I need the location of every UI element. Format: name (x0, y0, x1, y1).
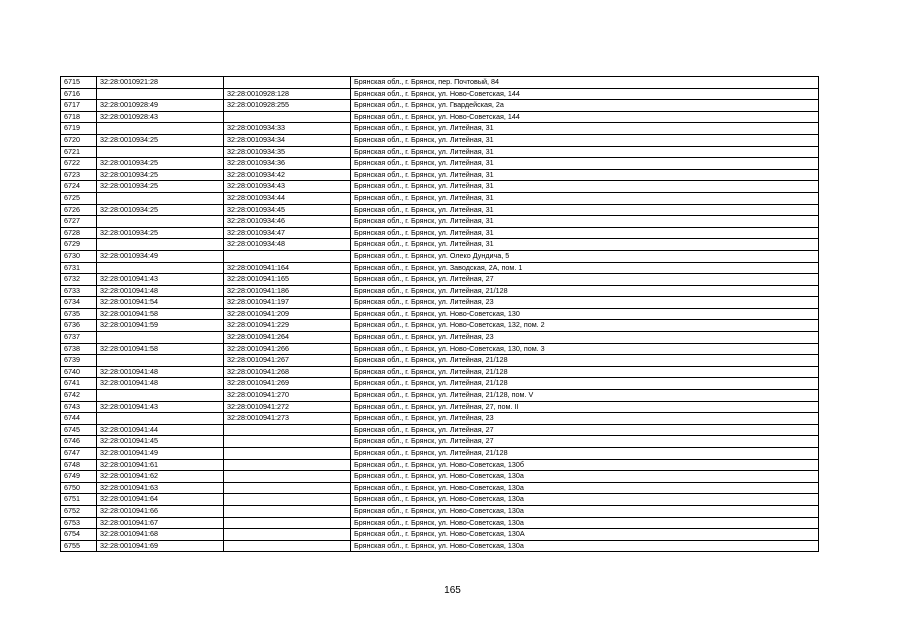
table-row (61, 250, 819, 262)
row-number-cell: 6742 (61, 390, 97, 402)
room-cadastral-number-cell: 32:28:0010928:128 (224, 88, 351, 100)
cadastral-number-cell: 32:28:0010941:43 (97, 401, 224, 413)
cadastral-number-cell: 32:28:0010941:58 (97, 343, 224, 355)
cadastral-number-cell: 32:28:0010934:25 (97, 227, 224, 239)
address-cell: Брянская обл., г. Брянск, пер. Почтовый, 84 (351, 77, 819, 89)
address-cell: Брянская обл., г. Брянск, ул. Гвардейская, 2а (351, 100, 819, 112)
table-row (61, 227, 819, 239)
table-row (61, 100, 819, 112)
table-row (61, 482, 819, 494)
cadastral-number-cell: 32:28:0010934:25 (97, 181, 224, 193)
room-cadastral-number-cell: 32:28:0010941:164 (224, 262, 351, 274)
table-row (61, 540, 819, 552)
cadastral-number-cell (97, 192, 224, 204)
row-number-cell: 6735 (61, 308, 97, 320)
address-cell: Брянская обл., г. Брянск, ул. Литейная, 21/128 (351, 378, 819, 390)
table-row (61, 181, 819, 193)
address-cell: Брянская обл., г. Брянск, ул. Ново-Советская, 130а (351, 505, 819, 517)
room-cadastral-number-cell: 32:28:0010941:272 (224, 401, 351, 413)
row-number-cell: 6736 (61, 320, 97, 332)
row-number-cell: 6721 (61, 146, 97, 158)
table-row (61, 146, 819, 158)
cadastral-number-cell: 32:28:0010934:25 (97, 158, 224, 170)
page-number: 165 (444, 585, 461, 596)
address-cell: Брянская обл., г. Брянск, ул. Литейная, 21/128 (351, 366, 819, 378)
address-cell: Брянская обл., г. Брянск, ул. Литейная, 23 (351, 332, 819, 344)
row-number-cell: 6739 (61, 355, 97, 367)
address-cell: Брянская обл., г. Брянск, ул. Литейная, 31 (351, 123, 819, 135)
table-row (61, 390, 819, 402)
row-number-cell: 6720 (61, 134, 97, 146)
room-cadastral-number-cell (224, 436, 351, 448)
table-row (61, 111, 819, 123)
room-cadastral-number-cell: 32:28:0010934:46 (224, 216, 351, 228)
room-cadastral-number-cell (224, 529, 351, 541)
table-row (61, 192, 819, 204)
table-row (61, 216, 819, 228)
table-row (61, 134, 819, 146)
cadastral-number-cell: 32:28:0010941:61 (97, 459, 224, 471)
address-cell: Брянская обл., г. Брянск, ул. Литейная, 23 (351, 413, 819, 425)
address-cell: Брянская обл., г. Брянск, ул. Ново-Советская, 130, пом. 3 (351, 343, 819, 355)
room-cadastral-number-cell: 32:28:0010928:255 (224, 100, 351, 112)
address-cell: Брянская обл., г. Брянск, ул. Ново-Советская, 130а (351, 482, 819, 494)
room-cadastral-number-cell: 32:28:0010934:33 (224, 123, 351, 135)
table-row (61, 378, 819, 390)
address-cell: Брянская обл., г. Брянск, ул. Ново-Советская, 130а (351, 471, 819, 483)
cadastral-number-cell: 32:28:0010941:58 (97, 308, 224, 320)
address-cell: Брянская обл., г. Брянск, ул. Литейная, 27, пом. II (351, 401, 819, 413)
cadastral-number-cell (97, 88, 224, 100)
row-number-cell: 6730 (61, 250, 97, 262)
cadastral-number-cell: 32:28:0010934:25 (97, 169, 224, 181)
row-number-cell: 6743 (61, 401, 97, 413)
room-cadastral-number-cell (224, 471, 351, 483)
cadastral-number-cell (97, 239, 224, 251)
room-cadastral-number-cell: 32:28:0010934:35 (224, 146, 351, 158)
cadastral-number-cell: 32:28:0010941:64 (97, 494, 224, 506)
address-cell: Брянская обл., г. Брянск, ул. Ново-Советская, 144 (351, 88, 819, 100)
cadastral-number-cell: 32:28:0010934:49 (97, 250, 224, 262)
room-cadastral-number-cell: 32:28:0010941:269 (224, 378, 351, 390)
row-number-cell: 6717 (61, 100, 97, 112)
property-registry-table (60, 76, 819, 552)
table-row (61, 297, 819, 309)
address-cell: Брянская обл., г. Брянск, ул. Литейная, 21/128 (351, 285, 819, 297)
room-cadastral-number-cell: 32:28:0010934:45 (224, 204, 351, 216)
row-number-cell: 6727 (61, 216, 97, 228)
row-number-cell: 6732 (61, 274, 97, 286)
cadastral-number-cell (97, 146, 224, 158)
row-number-cell: 6733 (61, 285, 97, 297)
table-row (61, 517, 819, 529)
cadastral-number-cell: 32:28:0010921:28 (97, 77, 224, 89)
row-number-cell: 6746 (61, 436, 97, 448)
room-cadastral-number-cell: 32:28:0010941:273 (224, 413, 351, 425)
address-cell: Брянская обл., г. Брянск, ул. Литейная, 27 (351, 424, 819, 436)
table-row (61, 436, 819, 448)
row-number-cell: 6719 (61, 123, 97, 135)
row-number-cell: 6752 (61, 505, 97, 517)
row-number-cell: 6716 (61, 88, 97, 100)
room-cadastral-number-cell (224, 77, 351, 89)
address-cell: Брянская обл., г. Брянск, ул. Литейная, 27 (351, 274, 819, 286)
address-cell: Брянская обл., г. Брянск, ул. Литейная, 31 (351, 134, 819, 146)
cadastral-number-cell: 32:28:0010941:69 (97, 540, 224, 552)
room-cadastral-number-cell: 32:28:0010941:264 (224, 332, 351, 344)
address-cell: Брянская обл., г. Брянск, ул. Литейная, 31 (351, 181, 819, 193)
room-cadastral-number-cell (224, 494, 351, 506)
row-number-cell: 6726 (61, 204, 97, 216)
cadastral-number-cell: 32:28:0010934:25 (97, 204, 224, 216)
address-cell: Брянская обл., г. Брянск, ул. Ново-Советская, 130б (351, 459, 819, 471)
table-row (61, 204, 819, 216)
address-cell: Брянская обл., г. Брянск, ул. Ново-Советская, 144 (351, 111, 819, 123)
row-number-cell: 6734 (61, 297, 97, 309)
cadastral-number-cell: 32:28:0010941:62 (97, 471, 224, 483)
row-number-cell: 6738 (61, 343, 97, 355)
room-cadastral-number-cell: 32:28:0010941:229 (224, 320, 351, 332)
table-row (61, 366, 819, 378)
cadastral-number-cell (97, 123, 224, 135)
cadastral-number-cell: 32:28:0010928:43 (97, 111, 224, 123)
cadastral-number-cell: 32:28:0010941:45 (97, 436, 224, 448)
row-number-cell: 6751 (61, 494, 97, 506)
room-cadastral-number-cell: 32:28:0010941:209 (224, 308, 351, 320)
room-cadastral-number-cell: 32:28:0010934:43 (224, 181, 351, 193)
cadastral-number-cell: 32:28:0010941:59 (97, 320, 224, 332)
room-cadastral-number-cell: 32:28:0010941:266 (224, 343, 351, 355)
table-row (61, 77, 819, 89)
room-cadastral-number-cell (224, 250, 351, 262)
address-cell: Брянская обл., г. Брянск, ул. Ново-Советская, 130а (351, 494, 819, 506)
cadastral-number-cell: 32:28:0010941:48 (97, 366, 224, 378)
address-cell: Брянская обл., г. Брянск, ул. Олеко Дундича, 5 (351, 250, 819, 262)
address-cell: Брянская обл., г. Брянск, ул. Заводская, 2А, пом. 1 (351, 262, 819, 274)
cadastral-number-cell: 32:28:0010941:49 (97, 448, 224, 460)
row-number-cell: 6737 (61, 332, 97, 344)
table-row (61, 471, 819, 483)
table-row (61, 123, 819, 135)
table-row (61, 320, 819, 332)
table-row (61, 494, 819, 506)
table-row (61, 285, 819, 297)
cadastral-number-cell (97, 390, 224, 402)
cadastral-number-cell (97, 413, 224, 425)
cadastral-number-cell: 32:28:0010928:49 (97, 100, 224, 112)
address-cell: Брянская обл., г. Брянск, ул. Литейная, 31 (351, 216, 819, 228)
room-cadastral-number-cell (224, 540, 351, 552)
cadastral-number-cell: 32:28:0010941:63 (97, 482, 224, 494)
row-number-cell: 6744 (61, 413, 97, 425)
address-cell: Брянская обл., г. Брянск, ул. Литейная, 31 (351, 239, 819, 251)
room-cadastral-number-cell (224, 111, 351, 123)
room-cadastral-number-cell: 32:28:0010941:186 (224, 285, 351, 297)
table-row (61, 169, 819, 181)
row-number-cell: 6740 (61, 366, 97, 378)
address-cell: Брянская обл., г. Брянск, ул. Ново-Советская, 130а (351, 517, 819, 529)
row-number-cell: 6718 (61, 111, 97, 123)
room-cadastral-number-cell (224, 424, 351, 436)
room-cadastral-number-cell (224, 505, 351, 517)
row-number-cell: 6731 (61, 262, 97, 274)
table-row (61, 332, 819, 344)
room-cadastral-number-cell: 32:28:0010941:165 (224, 274, 351, 286)
address-cell: Брянская обл., г. Брянск, ул. Ново-Советская, 130а (351, 540, 819, 552)
row-number-cell: 6749 (61, 471, 97, 483)
address-cell: Брянская обл., г. Брянск, ул. Литейная, 31 (351, 169, 819, 181)
row-number-cell: 6753 (61, 517, 97, 529)
room-cadastral-number-cell: 32:28:0010934:34 (224, 134, 351, 146)
table-row (61, 413, 819, 425)
row-number-cell: 6715 (61, 77, 97, 89)
room-cadastral-number-cell: 32:28:0010941:197 (224, 297, 351, 309)
table-row (61, 88, 819, 100)
room-cadastral-number-cell: 32:28:0010941:268 (224, 366, 351, 378)
cadastral-number-cell (97, 332, 224, 344)
cadastral-number-cell: 32:28:0010941:66 (97, 505, 224, 517)
row-number-cell: 6755 (61, 540, 97, 552)
row-number-cell: 6747 (61, 448, 97, 460)
row-number-cell: 6754 (61, 529, 97, 541)
address-cell: Брянская обл., г. Брянск, ул. Литейная, 31 (351, 192, 819, 204)
room-cadastral-number-cell (224, 459, 351, 471)
cadastral-number-cell: 32:28:0010941:54 (97, 297, 224, 309)
row-number-cell: 6729 (61, 239, 97, 251)
table-row (61, 401, 819, 413)
cadastral-number-cell (97, 262, 224, 274)
row-number-cell: 6741 (61, 378, 97, 390)
address-cell: Брянская обл., г. Брянск, ул. Ново-Советская, 130А (351, 529, 819, 541)
room-cadastral-number-cell: 32:28:0010934:44 (224, 192, 351, 204)
address-cell: Брянская обл., г. Брянск, ул. Литейная, 31 (351, 204, 819, 216)
room-cadastral-number-cell: 32:28:0010934:47 (224, 227, 351, 239)
table-row (61, 239, 819, 251)
table-row (61, 355, 819, 367)
room-cadastral-number-cell: 32:28:0010941:267 (224, 355, 351, 367)
row-number-cell: 6728 (61, 227, 97, 239)
table-row (61, 459, 819, 471)
address-cell: Брянская обл., г. Брянск, ул. Ново-Советская, 130 (351, 308, 819, 320)
address-cell: Брянская обл., г. Брянск, ул. Литейная, 21/128 (351, 355, 819, 367)
address-cell: Брянская обл., г. Брянск, ул. Ново-Советская, 132, пом. 2 (351, 320, 819, 332)
address-cell: Брянская обл., г. Брянск, ул. Литейная, 21/128 (351, 448, 819, 460)
row-number-cell: 6750 (61, 482, 97, 494)
cadastral-number-cell: 32:28:0010941:48 (97, 285, 224, 297)
row-number-cell: 6748 (61, 459, 97, 471)
row-number-cell: 6725 (61, 192, 97, 204)
address-cell: Брянская обл., г. Брянск, ул. Литейная, 31 (351, 227, 819, 239)
row-number-cell: 6724 (61, 181, 97, 193)
room-cadastral-number-cell: 32:28:0010934:42 (224, 169, 351, 181)
table-row (61, 529, 819, 541)
table-row (61, 424, 819, 436)
room-cadastral-number-cell: 32:28:0010934:48 (224, 239, 351, 251)
table-row (61, 158, 819, 170)
table-row (61, 448, 819, 460)
row-number-cell: 6745 (61, 424, 97, 436)
address-cell: Брянская обл., г. Брянск, ул. Литейная, 21/128, пом. V (351, 390, 819, 402)
cadastral-number-cell: 32:28:0010941:44 (97, 424, 224, 436)
row-number-cell: 6722 (61, 158, 97, 170)
address-cell: Брянская обл., г. Брянск, ул. Литейная, 31 (351, 146, 819, 158)
registry-table-body (61, 77, 819, 552)
room-cadastral-number-cell (224, 448, 351, 460)
address-cell: Брянская обл., г. Брянск, ул. Литейная, 31 (351, 158, 819, 170)
room-cadastral-number-cell (224, 517, 351, 529)
table-row (61, 274, 819, 286)
cadastral-number-cell: 32:28:0010941:68 (97, 529, 224, 541)
cadastral-number-cell: 32:28:0010934:25 (97, 134, 224, 146)
room-cadastral-number-cell: 32:28:0010934:36 (224, 158, 351, 170)
room-cadastral-number-cell (224, 482, 351, 494)
cadastral-number-cell (97, 216, 224, 228)
table-row (61, 262, 819, 274)
room-cadastral-number-cell: 32:28:0010941:270 (224, 390, 351, 402)
address-cell: Брянская обл., г. Брянск, ул. Литейная, 23 (351, 297, 819, 309)
row-number-cell: 6723 (61, 169, 97, 181)
cadastral-number-cell (97, 355, 224, 367)
cadastral-number-cell: 32:28:0010941:48 (97, 378, 224, 390)
table-row (61, 505, 819, 517)
cadastral-number-cell: 32:28:0010941:67 (97, 517, 224, 529)
cadastral-number-cell: 32:28:0010941:43 (97, 274, 224, 286)
table-row (61, 343, 819, 355)
table-row (61, 308, 819, 320)
address-cell: Брянская обл., г. Брянск, ул. Литейная, 27 (351, 436, 819, 448)
